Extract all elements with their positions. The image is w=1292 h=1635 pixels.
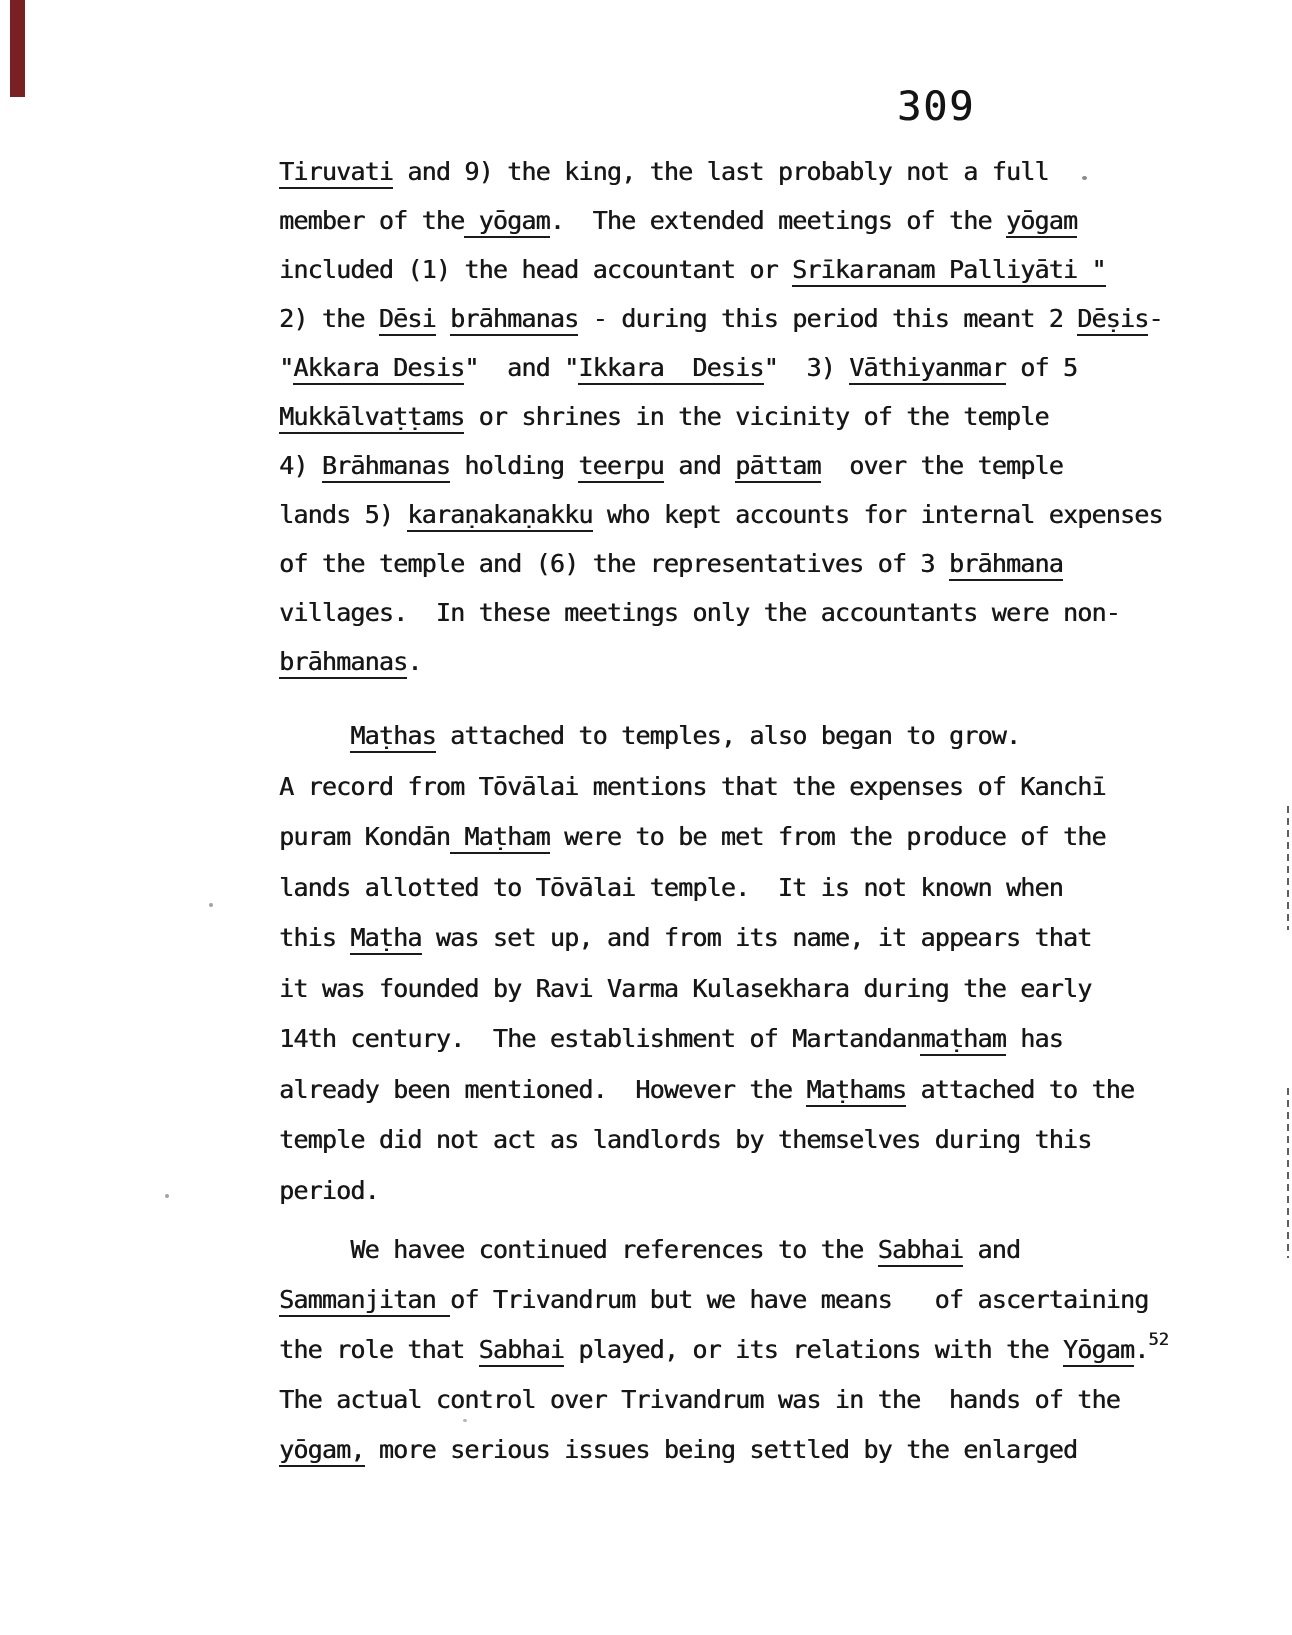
text-line	[279, 441, 1163, 490]
text-run: A record from Tōvālai mentions that the expenses of Kanchī	[279, 771, 1106, 801]
text-line	[279, 863, 1134, 914]
underlined-text: yōgam	[464, 206, 550, 238]
text-line	[279, 245, 1163, 294]
underlined-text: Vāthiyanmar	[849, 353, 1006, 385]
scan-edge-artifact	[10, 0, 25, 97]
text-run: puram Kondān	[279, 822, 451, 851]
text-run: included (1) the head accountant or	[279, 255, 793, 284]
underlined-text: pāttam	[735, 451, 821, 483]
paragraph	[279, 147, 1163, 686]
text-run: was set up, and from its name, it appears that	[421, 923, 1092, 952]
text-run: already been mentioned. However the	[279, 1074, 807, 1104]
underlined-text: brāhmanas	[450, 304, 578, 336]
text-run: " and "	[464, 353, 579, 382]
text-line	[279, 1065, 1134, 1116]
text-run: We havee continued references to the	[279, 1235, 878, 1264]
underlined-text: karaṇakaṇakku	[407, 500, 592, 532]
text-line	[279, 1225, 1169, 1275]
text-line	[279, 812, 1134, 863]
text-run: . The extended meetings of the	[549, 206, 1006, 235]
text-run: 14th century. The establishment of Martandan	[279, 1024, 921, 1053]
text-run: and	[663, 451, 736, 480]
text-run: lands 5)	[279, 500, 408, 529]
text-run: played, or its relations with the	[564, 1335, 1063, 1364]
underlined-text: Maṭhams	[806, 1075, 906, 1107]
text-run: and 9) the king, the last probably not a full	[393, 157, 1049, 186]
text-line	[279, 964, 1134, 1015]
margin-line-artifact	[1287, 806, 1289, 930]
underlined-text: Brāhmanas	[322, 451, 450, 483]
text-line	[279, 913, 1134, 964]
text-run: The actual control over Trivandrum was in the hands of the	[279, 1385, 1120, 1414]
text-run: "	[279, 353, 294, 382]
text-line	[279, 1375, 1169, 1425]
text-line	[279, 1275, 1169, 1325]
text-run: and	[963, 1235, 1021, 1264]
text-run	[279, 721, 350, 750]
text-line	[279, 711, 1134, 762]
paragraph	[279, 1225, 1169, 1475]
text-run: the role that	[279, 1335, 479, 1364]
text-run: .	[407, 647, 422, 676]
underlined-text: Srīkaranam Palliyāti "	[792, 255, 1106, 287]
underlined-text: Tiruvati	[279, 157, 393, 189]
text-run: more serious issues being settled by the enlarged	[364, 1435, 1078, 1464]
text-line	[279, 147, 1163, 196]
text-run: of Trivandrum but we have means of ascertaining	[450, 1285, 1149, 1314]
text-run: who kept accounts for internal expenses	[592, 500, 1163, 529]
ink-speck	[463, 1419, 467, 1422]
text-run: -	[1148, 304, 1163, 333]
text-run: of 5	[1005, 353, 1078, 382]
text-line	[279, 490, 1163, 539]
paragraph	[279, 711, 1134, 1216]
text-line	[279, 196, 1163, 245]
underlined-text: brāhmanas	[279, 647, 407, 679]
underlined-text: Sabhai	[479, 1335, 565, 1367]
underlined-text: Maṭham	[450, 822, 550, 854]
text-line	[279, 588, 1163, 637]
text-run: temple did not act as landlords by themselves during this	[279, 1125, 1092, 1154]
ink-speck	[1082, 176, 1087, 180]
page-number: 309	[897, 84, 976, 130]
underlined-text: Sammanjitan	[279, 1285, 450, 1317]
underlined-text: brāhmana	[949, 549, 1063, 581]
text-line	[279, 1115, 1134, 1166]
text-run: villages. In these meetings only the accountants were non-	[279, 598, 1120, 627]
text-run: of the temple and (6) the representatives of 3	[279, 549, 949, 578]
underlined-text: Maṭha	[350, 923, 421, 955]
text-line	[279, 539, 1163, 588]
underlined-text: Ikkara Desis	[578, 353, 763, 385]
underlined-text: Akkara Desis	[293, 353, 464, 385]
underlined-text: yōgam,	[279, 1435, 365, 1467]
text-line	[279, 1014, 1134, 1065]
ink-speck	[209, 903, 213, 907]
text-run: were to be met from the produce of the	[549, 822, 1106, 851]
text-run: 4)	[279, 451, 322, 480]
underlined-text: teerpu	[578, 451, 664, 483]
text-run	[436, 304, 450, 333]
footnote-reference: 52	[1148, 1330, 1169, 1350]
text-run: lands allotted to Tōvālai temple. It is not known when	[279, 872, 1063, 902]
text-line	[279, 1425, 1169, 1475]
text-line	[279, 294, 1163, 343]
text-line	[279, 343, 1163, 392]
underlined-text: Mukkālvaṭṭams	[279, 402, 464, 434]
text-run: " 3)	[763, 353, 850, 382]
text-run: over the temple	[820, 451, 1063, 480]
underlined-text: Yōgam	[1063, 1335, 1134, 1367]
underlined-text: yōgam	[1006, 206, 1077, 238]
text-line	[279, 637, 1163, 686]
text-run: this	[279, 923, 351, 952]
ink-speck	[165, 1194, 169, 1198]
text-run: holding	[450, 451, 579, 480]
text-run: .	[1134, 1335, 1149, 1364]
underlined-text: Sabhai	[878, 1235, 964, 1267]
text-line	[279, 1166, 1134, 1217]
underlined-text: Dēsi	[379, 304, 436, 336]
text-run: or shrines in the vicinity of the temple	[464, 402, 1049, 431]
text-run: attached to the	[906, 1074, 1135, 1104]
text-run: it was founded by Ravi Varma Kulasekhara during the early	[279, 973, 1092, 1003]
text-line	[279, 762, 1134, 813]
underlined-text: Dēṣis	[1077, 304, 1148, 336]
underlined-text: Maṭhas	[350, 721, 436, 753]
text-line	[279, 392, 1163, 441]
text-run: period.	[279, 1175, 379, 1205]
text-run: has	[1005, 1024, 1063, 1053]
text-run: member of the	[279, 206, 465, 235]
margin-line-artifact	[1287, 1088, 1289, 1258]
underlined-text: maṭham	[920, 1024, 1006, 1056]
text-run: attached to temples, also began to grow.	[435, 721, 1021, 750]
text-run: 2) the	[279, 304, 379, 333]
text-run: - during this period this meant 2	[578, 304, 1078, 333]
text-line	[279, 1325, 1169, 1375]
